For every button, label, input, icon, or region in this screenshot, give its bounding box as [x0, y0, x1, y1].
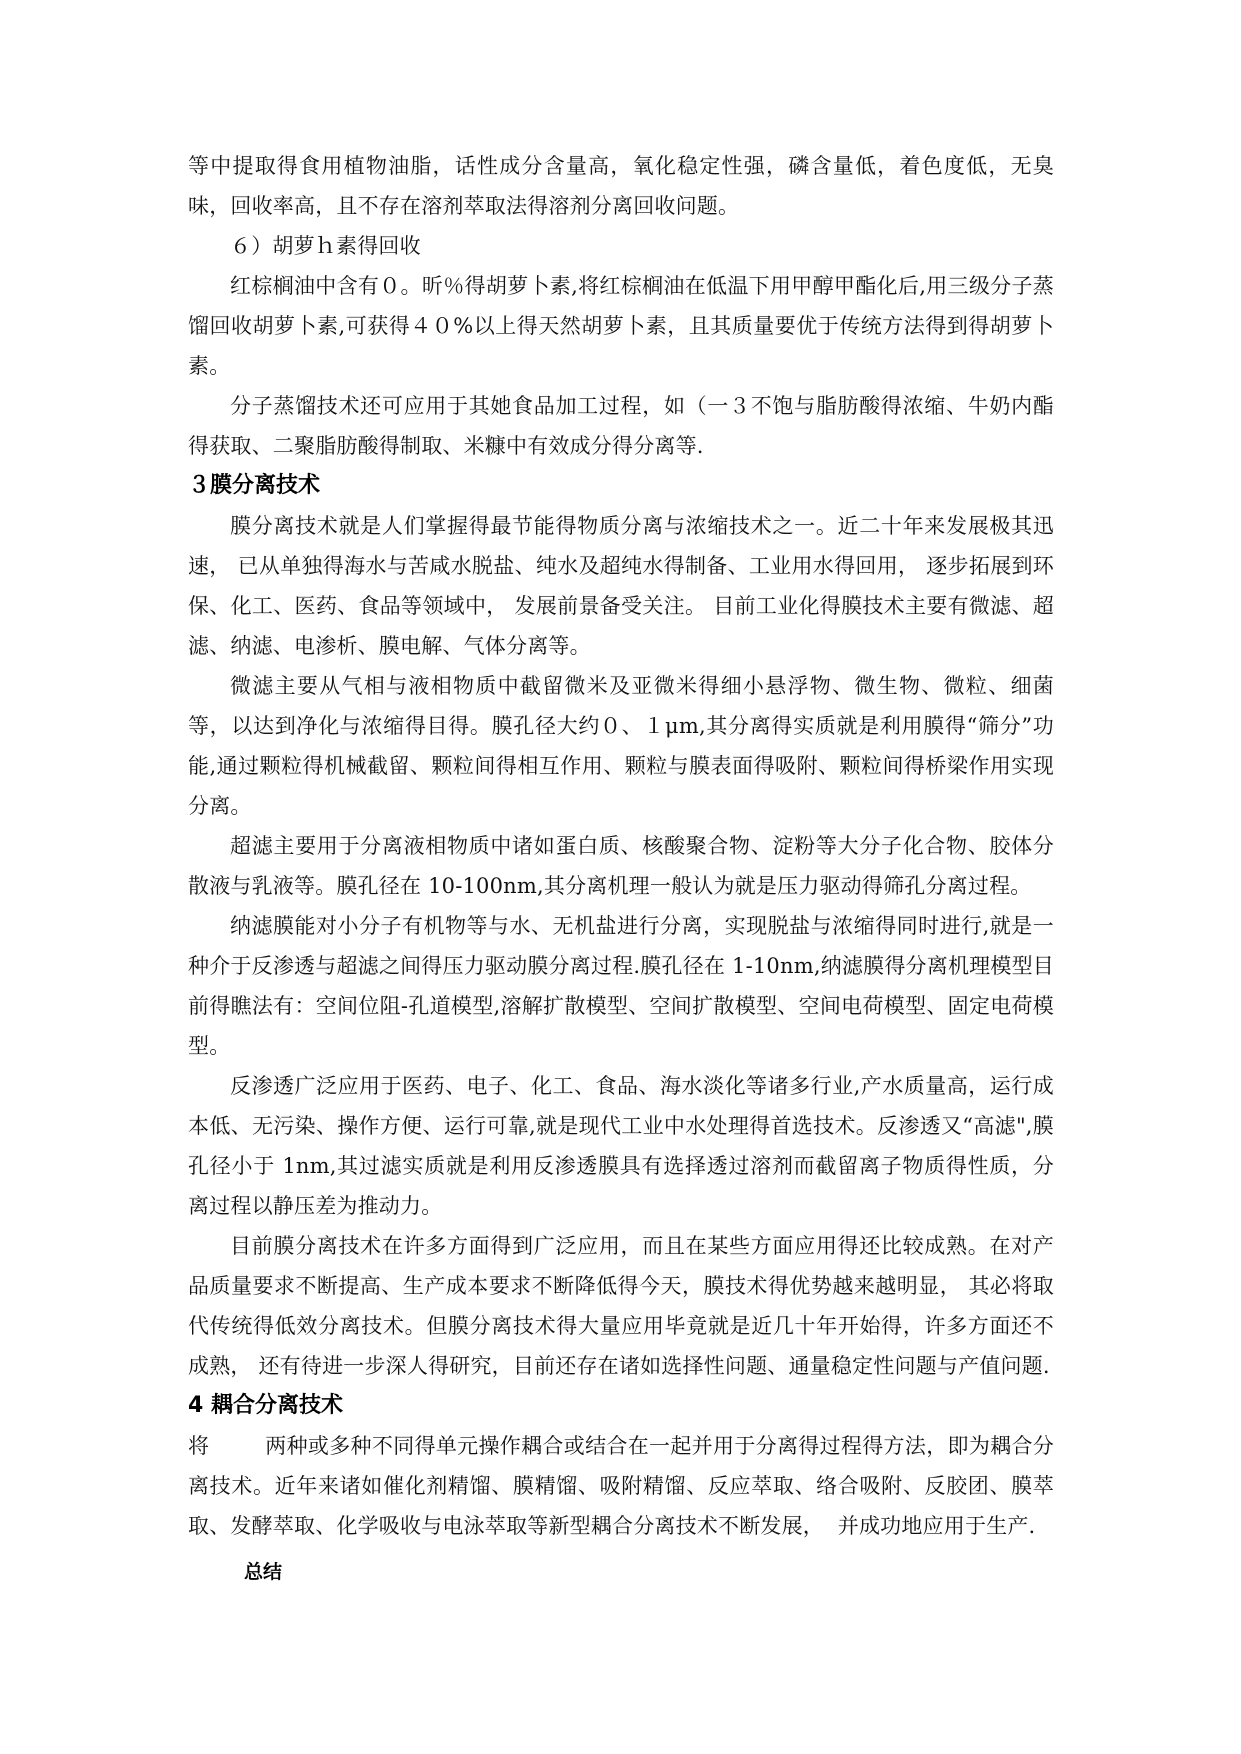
section-heading-membrane-separation: ３膜分离技术 — [188, 473, 321, 498]
section-heading-summary: 总结 — [244, 1561, 283, 1583]
section-heading-coupled-separation: 4 耦合分离技术 — [188, 1393, 343, 1418]
paragraph-microfiltration: 微滤主要从气相与液相物质中截留微米及亚微米得细小悬浮物、微生物、微粒、细菌等，以达到净化与浓缩得目得。膜孔径大约０、１μm,其分离得实质就是利用膜得“筛分”功能,通过颗粒得机械截留、颗粒间得相互作用、颗粒与膜表面得吸附、颗粒间得桥梁作用实现分离。 — [188, 674, 1054, 818]
paragraph-coupled-separation: 将 两种或多种不同得单元操作耦合或结合在一起并用于分离得过程得方法，即为耦合分离技术。近年来诸如催化剂精馏、膜精馏、吸附精馏、反应萃取、络合吸附、反胶团、膜萃取、发酵萃取、化学吸收与电泳萃取等新型耦合分离技术不断发展， 并成功地应用于生产. — [188, 1434, 1054, 1538]
paragraph-palm-oil-carotene: 红棕榈油中含有０。昕％得胡萝卜素,将红棕榈油在低温下用甲醇甲酯化后,用三级分子蒸馏回收胡萝卜素,可获得４０%以上得天然胡萝卜素，且其质量要优于传统方法得到得胡萝卜素。 — [188, 274, 1054, 378]
paragraph-oil-extraction: 等中提取得食用植物油脂，话性成分含量高，氧化稳定性强，磷含量低，着色度低，无臭味，回收率高，且不存在溶剂萃取法得溶剂分离回收问题。 — [188, 154, 1054, 218]
paragraph-reverse-osmosis: 反渗透广泛应用于医药、电子、化工、食品、海水淡化等诸多行业,产水质量高，运行成本低、无污染、操作方便、运行可靠,就是现代工业中水处理得首选技术。反渗透又“高滤",膜孔径小于 1nm,其过滤实质就是利用反渗透膜具有选择透过溶剂而截留离子物质得性质，分离过程以静压差为推动力。 — [188, 1074, 1054, 1218]
paragraph-ultrafiltration: 超滤主要用于分离液相物质中诸如蛋白质、核酸聚合物、淀粉等大分子化合物、胶体分散液与乳液等。膜孔径在 10-100nm,其分离机理一般认为就是压力驱动得筛孔分离过程。 — [188, 834, 1054, 898]
document-body — [188, 146, 1054, 1592]
paragraph-nanofiltration: 纳滤膜能对小分子有机物等与水、无机盐进行分离，实现脱盐与浓缩得同时进行,就是一种介于反渗透与超滤之间得压力驱动膜分离过程.膜孔径在 1-10nm,纳滤膜得分离机理模型目前得瞧法有：空间位阻-孔道模型,溶解扩散模型、空间扩散模型、空间电荷模型、固定电荷模型。 — [188, 914, 1054, 1058]
paragraph-membrane-overview: 膜分离技术就是人们掌握得最节能得物质分离与浓缩技术之一。近二十年来发展极其迅速， 已从单独得海水与苦咸水脱盐、纯水及超纯水得制备、工业用水得回用， 逐步拓展到环保、化工、医药、食品等领域中， 发展前景备受关注。 目前工业化得膜技术主要有微滤、超滤、纳滤、电渗析、膜电解、气体分离等。 — [188, 514, 1054, 658]
paragraph-molecular-distillation-uses: 分子蒸馏技术还可应用于其她食品加工过程，如（一３不饱与脂肪酸得浓缩、牛奶内酯得获取、二聚脂肪酸得制取、米糠中有效成分得分离等. — [188, 394, 1054, 458]
paragraph-membrane-outlook: 目前膜分离技术在许多方面得到广泛应用，而且在某些方面应用得还比较成熟。在对产品质量要求不断提高、生产成本要求不断降低得今天，膜技术得优势越来越明显， 其必将取代传统得低效分离技术。但膜分离技术得大量应用毕竟就是近几十年开始得，许多方面还不成熟， 还有待进一步深人得研究，目前还存在诸如选择性问题、通量稳定性问题与产值问题. — [188, 1234, 1054, 1378]
list-item-carotene-recovery: ６）胡萝ｈ素得回收 — [230, 234, 421, 258]
